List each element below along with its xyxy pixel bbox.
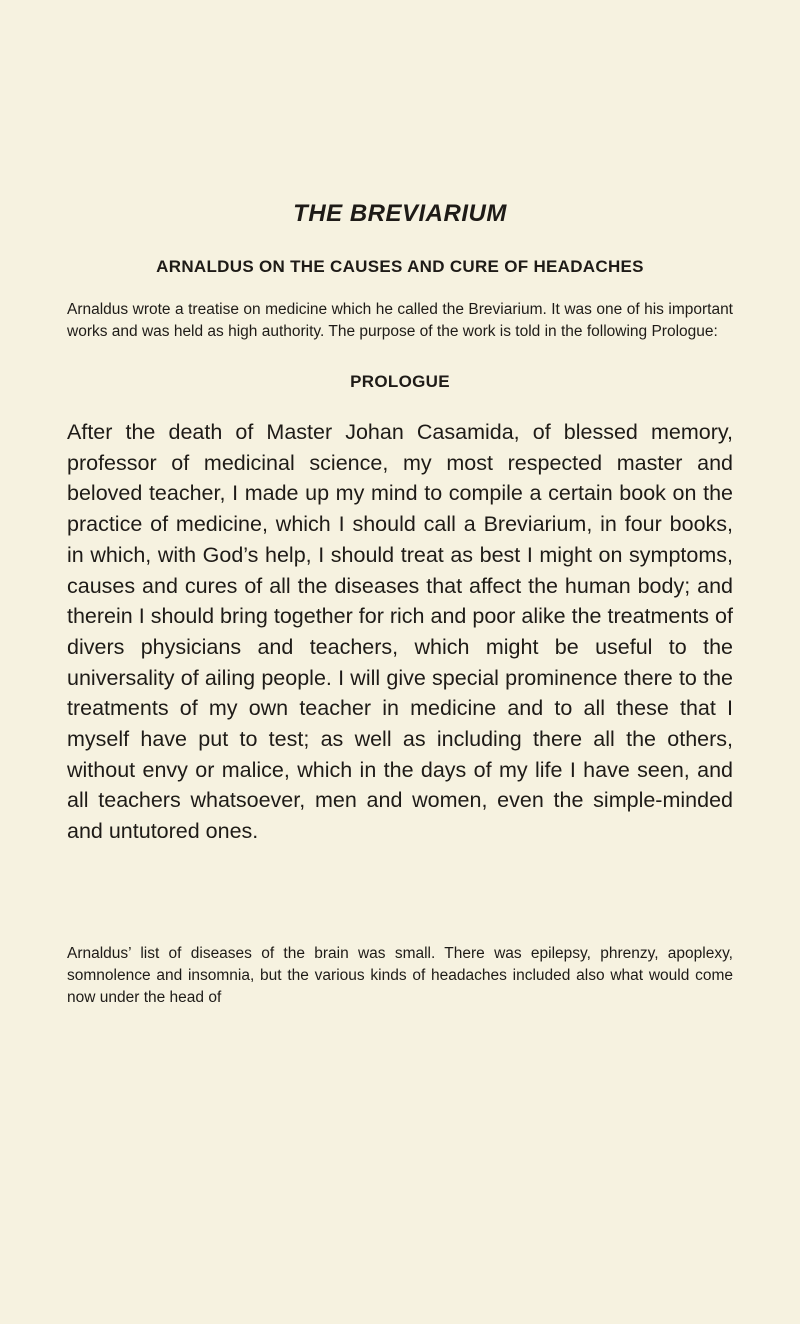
prologue-paragraph: After the death of Master Johan Casamida, of blessed memory, professor of medicinal science, my most respected master and beloved teacher, I made up my mind to compile a certain book on the practice of medicine, which I should call a Breviarium, in four books, in which, with God’s help, I should treat as best I might on symptoms, causes and cures of all the diseases that affect the human body; and therein I should bring together for rich and poor alike the treatments of divers physicians and teachers, which might be useful to the universality of ailing people. I will give special prominence there to the treatments of my own teacher in medicine and to all these that I myself have put to test; as well as including there all the others, without envy or malice, which in the days of my life I have seen, and all teachers whatsoever, men and women, even the simple-minded and untutored ones. [67, 420, 733, 844]
chapter-subtitle: ARNALDUS ON THE CAUSES AND CURE OF HEADACHES [156, 257, 644, 276]
prologue-heading: PROLOGUE [350, 372, 450, 391]
closing-paragraph: Arnaldus’ list of diseases of the brain was small. There was epilepsy, phrenzy, apoplexy, somnolence and insomnia, but the various kinds of headaches included also what would come now under the head of [67, 945, 733, 1006]
intro-paragraph: Arnaldus wrote a treatise on medicine which he called the Breviarium. It was one of his important works and was held as high authority. The purpose of the work is told in the following Prologue: [67, 301, 733, 340]
page-title: THE BREVIARIUM [293, 200, 507, 227]
